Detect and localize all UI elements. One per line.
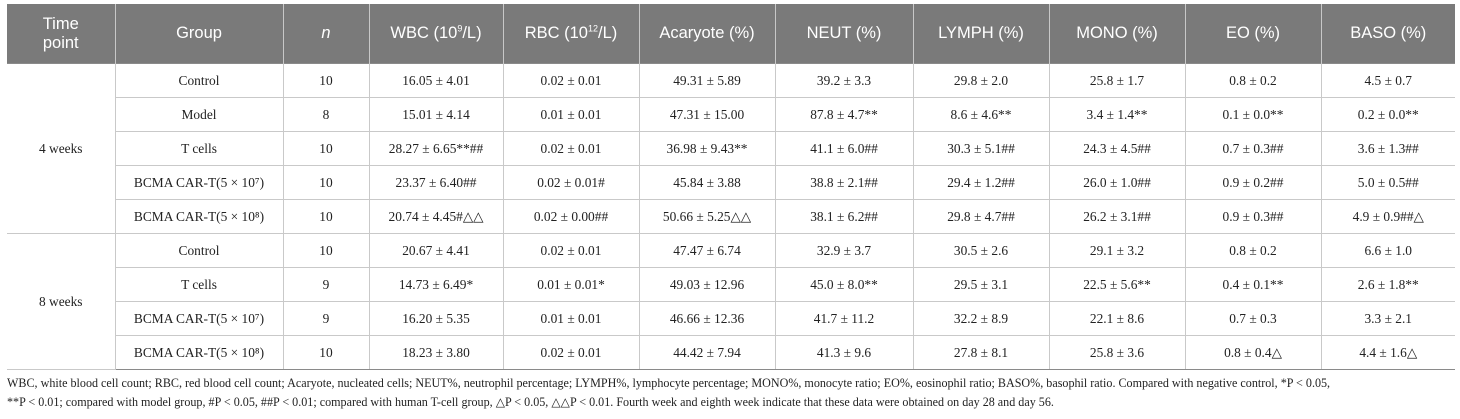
table-row [7, 98, 1455, 132]
value-cell-rbc: 0.01 ± 0.01* [503, 268, 639, 302]
header-eo: EO (%) [1185, 4, 1321, 64]
value-cell-baso: 5.0 ± 0.5## [1321, 166, 1455, 200]
group-cell: T cells [115, 268, 283, 302]
value-cell-eo: 0.1 ± 0.0** [1185, 98, 1321, 132]
value-cell-eo: 0.9 ± 0.3## [1185, 200, 1321, 234]
table-row [7, 234, 1455, 268]
group-cell: Model [115, 98, 283, 132]
value-cell-n: 10 [283, 64, 369, 98]
group-cell: BCMA CAR-T(5 × 10⁸) [115, 336, 283, 370]
value-cell-wbc: 16.20 ± 5.35 [369, 302, 503, 336]
value-cell-mono: 25.8 ± 3.6 [1049, 336, 1185, 370]
value-cell-n: 10 [283, 166, 369, 200]
time-point-cell: 8 weeks [7, 234, 115, 370]
value-cell-n: 10 [283, 336, 369, 370]
value-cell-eo: 0.7 ± 0.3## [1185, 132, 1321, 166]
value-cell-lymph: 29.8 ± 2.0 [913, 64, 1049, 98]
value-cell-lymph: 30.3 ± 5.1## [913, 132, 1049, 166]
value-cell-rbc: 0.02 ± 0.01 [503, 234, 639, 268]
value-cell-mono: 22.5 ± 5.6** [1049, 268, 1185, 302]
group-cell: BCMA CAR-T(5 × 10⁸) [115, 200, 283, 234]
value-cell-baso: 6.6 ± 1.0 [1321, 234, 1455, 268]
group-cell: Control [115, 234, 283, 268]
value-cell-wbc: 18.23 ± 3.80 [369, 336, 503, 370]
header-baso: BASO (%) [1321, 4, 1455, 64]
table-row [7, 302, 1455, 336]
value-cell-neut: 39.2 ± 3.3 [775, 64, 913, 98]
value-cell-wbc: 28.27 ± 6.65**## [369, 132, 503, 166]
value-cell-lymph: 32.2 ± 8.9 [913, 302, 1049, 336]
value-cell-lymph: 8.6 ± 4.6** [913, 98, 1049, 132]
value-cell-n: 9 [283, 268, 369, 302]
header-acaryote: Acaryote (%) [639, 4, 775, 64]
value-cell-lymph: 30.5 ± 2.6 [913, 234, 1049, 268]
value-cell-mono: 25.8 ± 1.7 [1049, 64, 1185, 98]
footnote-line-1: WBC, white blood cell count; RBC, red blood cell count; Acaryote, nucleated cells; NEUT%, neutrophil percentage; LYMPH%, lymphocyte percentage; MONO%, monocyte ratio; EO%, eosinophil ratio; BASO%, basophil ratio. Compared with negative control, *P < 0.05, [7, 376, 1331, 390]
table-row [7, 268, 1455, 302]
value-cell-acaryote: 49.03 ± 12.96 [639, 268, 775, 302]
value-cell-wbc: 23.37 ± 6.40## [369, 166, 503, 200]
header-n: n [283, 4, 369, 64]
group-cell: T cells [115, 132, 283, 166]
value-cell-eo: 0.8 ± 0.2 [1185, 64, 1321, 98]
value-cell-baso: 3.3 ± 2.1 [1321, 302, 1455, 336]
table-row [7, 166, 1455, 200]
value-cell-wbc: 16.05 ± 4.01 [369, 64, 503, 98]
value-cell-n: 10 [283, 234, 369, 268]
value-cell-baso: 4.4 ± 1.6△ [1321, 336, 1455, 370]
group-cell: Control [115, 64, 283, 98]
value-cell-neut: 38.8 ± 2.1## [775, 166, 913, 200]
table-row [7, 200, 1455, 234]
blood-count-table [7, 4, 1455, 370]
table-row [7, 132, 1455, 166]
value-cell-lymph: 29.5 ± 3.1 [913, 268, 1049, 302]
value-cell-acaryote: 49.31 ± 5.89 [639, 64, 775, 98]
table-row [7, 64, 1455, 98]
value-cell-acaryote: 46.66 ± 12.36 [639, 302, 775, 336]
value-cell-mono: 26.2 ± 3.1## [1049, 200, 1185, 234]
value-cell-wbc: 20.67 ± 4.41 [369, 234, 503, 268]
value-cell-wbc: 15.01 ± 4.14 [369, 98, 503, 132]
value-cell-rbc: 0.02 ± 0.01 [503, 336, 639, 370]
value-cell-rbc: 0.02 ± 0.01 [503, 64, 639, 98]
value-cell-acaryote: 45.84 ± 3.88 [639, 166, 775, 200]
value-cell-wbc: 14.73 ± 6.49* [369, 268, 503, 302]
value-cell-acaryote: 47.31 ± 15.00 [639, 98, 775, 132]
value-cell-eo: 0.9 ± 0.2## [1185, 166, 1321, 200]
table-body [7, 64, 1455, 370]
group-cell: BCMA CAR-T(5 × 10⁷) [115, 166, 283, 200]
value-cell-acaryote: 47.47 ± 6.74 [639, 234, 775, 268]
value-cell-rbc: 0.01 ± 0.01 [503, 98, 639, 132]
table-row [7, 336, 1455, 370]
value-cell-wbc: 20.74 ± 4.45#△△ [369, 200, 503, 234]
header-lymph: LYMPH (%) [913, 4, 1049, 64]
value-cell-baso: 0.2 ± 0.0** [1321, 98, 1455, 132]
header-mono: MONO (%) [1049, 4, 1185, 64]
value-cell-baso: 4.9 ± 0.9##△ [1321, 200, 1455, 234]
table-footnote [7, 374, 1457, 412]
value-cell-rbc: 0.02 ± 0.01 [503, 132, 639, 166]
value-cell-mono: 3.4 ± 1.4** [1049, 98, 1185, 132]
header-neut: NEUT (%) [775, 4, 913, 64]
value-cell-lymph: 29.8 ± 4.7## [913, 200, 1049, 234]
value-cell-eo: 0.8 ± 0.2 [1185, 234, 1321, 268]
value-cell-baso: 4.5 ± 0.7 [1321, 64, 1455, 98]
value-cell-rbc: 0.02 ± 0.00## [503, 200, 639, 234]
value-cell-acaryote: 50.66 ± 5.25△△ [639, 200, 775, 234]
value-cell-rbc: 0.01 ± 0.01 [503, 302, 639, 336]
header-rbc: RBC $(10^{12}/L)$ [503, 4, 639, 64]
value-cell-acaryote: 44.42 ± 7.94 [639, 336, 775, 370]
value-cell-rbc: 0.02 ± 0.01# [503, 166, 639, 200]
value-cell-neut: 87.8 ± 4.7** [775, 98, 913, 132]
header-group: Group [115, 4, 283, 64]
value-cell-eo: 0.8 ± 0.4△ [1185, 336, 1321, 370]
footnote-line-2: **P < 0.01; compared with model group, #P < 0.05, ##P < 0.01; compared with human T-cell group, △P < 0.05, △△P < 0.01. Fourth week and eighth week indicate that these data were obtained on day 28 and day 56. [7, 395, 1054, 409]
value-cell-neut: 41.3 ± 9.6 [775, 336, 913, 370]
header-wbc: WBC $(10^9/L)$ [369, 4, 503, 64]
value-cell-acaryote: 36.98 ± 9.43** [639, 132, 775, 166]
value-cell-lymph: 29.4 ± 1.2## [913, 166, 1049, 200]
value-cell-neut: 38.1 ± 6.2## [775, 200, 913, 234]
header-time-point: Time point [7, 4, 115, 64]
table-header-row [7, 4, 1455, 64]
value-cell-neut: 45.0 ± 8.0** [775, 268, 913, 302]
value-cell-n: 10 [283, 200, 369, 234]
value-cell-mono: 22.1 ± 8.6 [1049, 302, 1185, 336]
value-cell-mono: 24.3 ± 4.5## [1049, 132, 1185, 166]
value-cell-n: 9 [283, 302, 369, 336]
value-cell-n: 10 [283, 132, 369, 166]
value-cell-baso: 2.6 ± 1.8** [1321, 268, 1455, 302]
value-cell-baso: 3.6 ± 1.3## [1321, 132, 1455, 166]
value-cell-eo: 0.7 ± 0.3 [1185, 302, 1321, 336]
value-cell-neut: 41.7 ± 11.2 [775, 302, 913, 336]
value-cell-eo: 0.4 ± 0.1** [1185, 268, 1321, 302]
value-cell-lymph: 27.8 ± 8.1 [913, 336, 1049, 370]
time-point-cell: 4 weeks [7, 64, 115, 234]
value-cell-mono: 29.1 ± 3.2 [1049, 234, 1185, 268]
value-cell-mono: 26.0 ± 1.0## [1049, 166, 1185, 200]
group-cell: BCMA CAR-T(5 × 10⁷) [115, 302, 283, 336]
value-cell-n: 8 [283, 98, 369, 132]
value-cell-neut: 32.9 ± 3.7 [775, 234, 913, 268]
value-cell-neut: 41.1 ± 6.0## [775, 132, 913, 166]
data-table-container [7, 4, 1455, 370]
